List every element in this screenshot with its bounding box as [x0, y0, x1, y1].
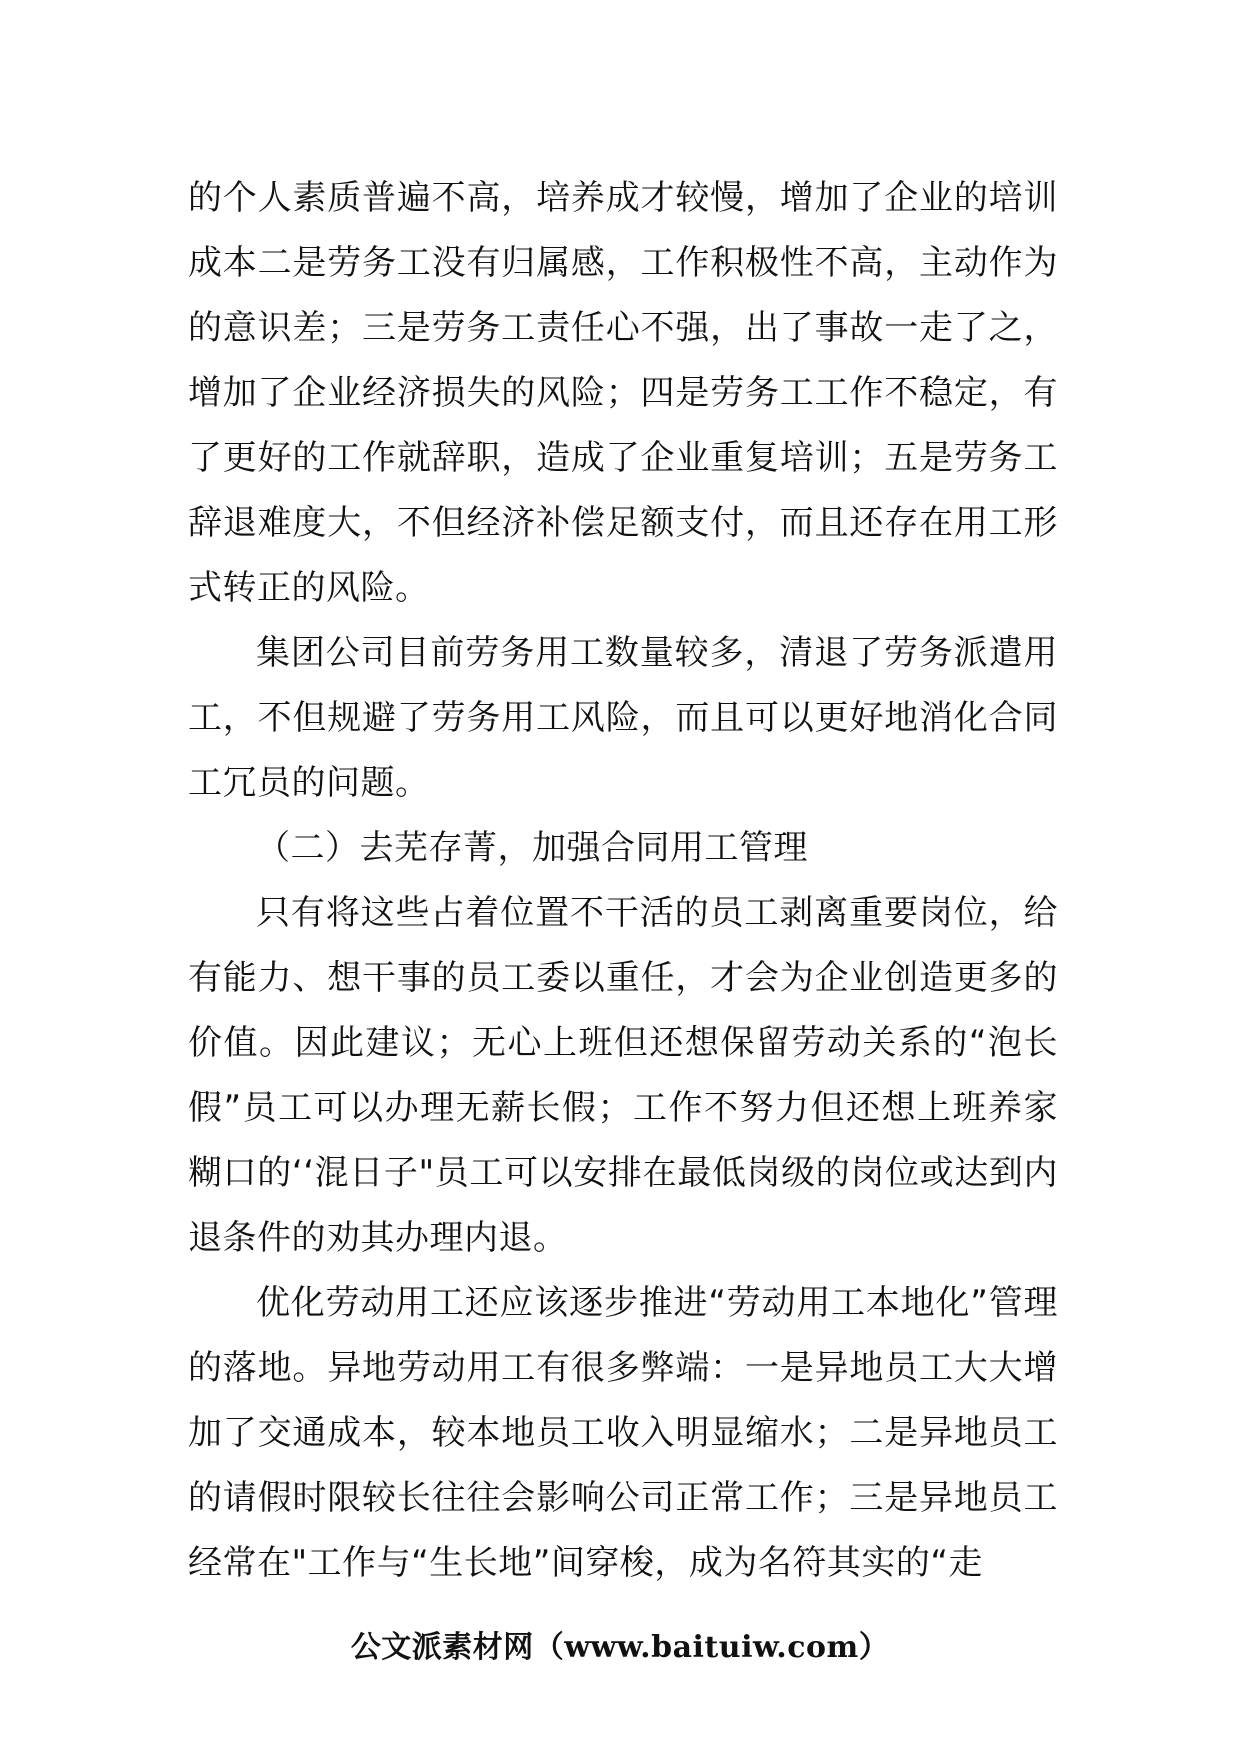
section-heading: （二）去芜存菁，加强合同用工管理	[256, 828, 808, 868]
document-body	[188, 166, 1058, 1596]
paragraph-1: 的个人素质普遍不高，培养成才较慢，增加了企业的培训成本二是劳务工没有归属感，工作积极性不高，主动作为的意识差；三是劳务工责任心不强，出了事故一走了之，增加了企业经济损失的风险；四是劳务工工作不稳定，有了更好的工作就辞职，造成了企业重复培训；五是劳务工辞退难度大，不但经济补偿足额支付，而且还存在用工形式转正的风险。	[188, 178, 1058, 608]
paragraph-2: 集团公司目前劳务用工数量较多，清退了劳务派遣用工，不但规避了劳务用工风险，而且可以更好地消化合同工冗员的问题。	[188, 633, 1058, 803]
paragraph-4: 优化劳动用工还应该逐步推进“劳动用工本地化”管理的落地。异地劳动用工有很多弊端：一是异地员工大大增加了交通成本，较本地员工收入明显缩水；二是异地员工的请假时限较长往往会影响公司正常工作；三是异地员工经常在"工作与“生长地”间穿梭，成为名符其实的“走	[188, 1283, 1058, 1583]
paragraph-3: 只有将这些占着位置不干活的员工剥离重要岗位，给有能力、想干事的员工委以重任，才会为企业创造更多的价值。因此建议；无心上班但还想保留劳动关系的“泡长假”员工可以办理无薪长假；工作不努力但还想上班养家糊口的‘‘混日子"员工可以安排在最低岗级的岗位或达到内退条件的劝其办理内退。	[188, 893, 1058, 1258]
site-footer-watermark: 公文派素材网（www.baituiw.com）	[350, 1630, 890, 1665]
